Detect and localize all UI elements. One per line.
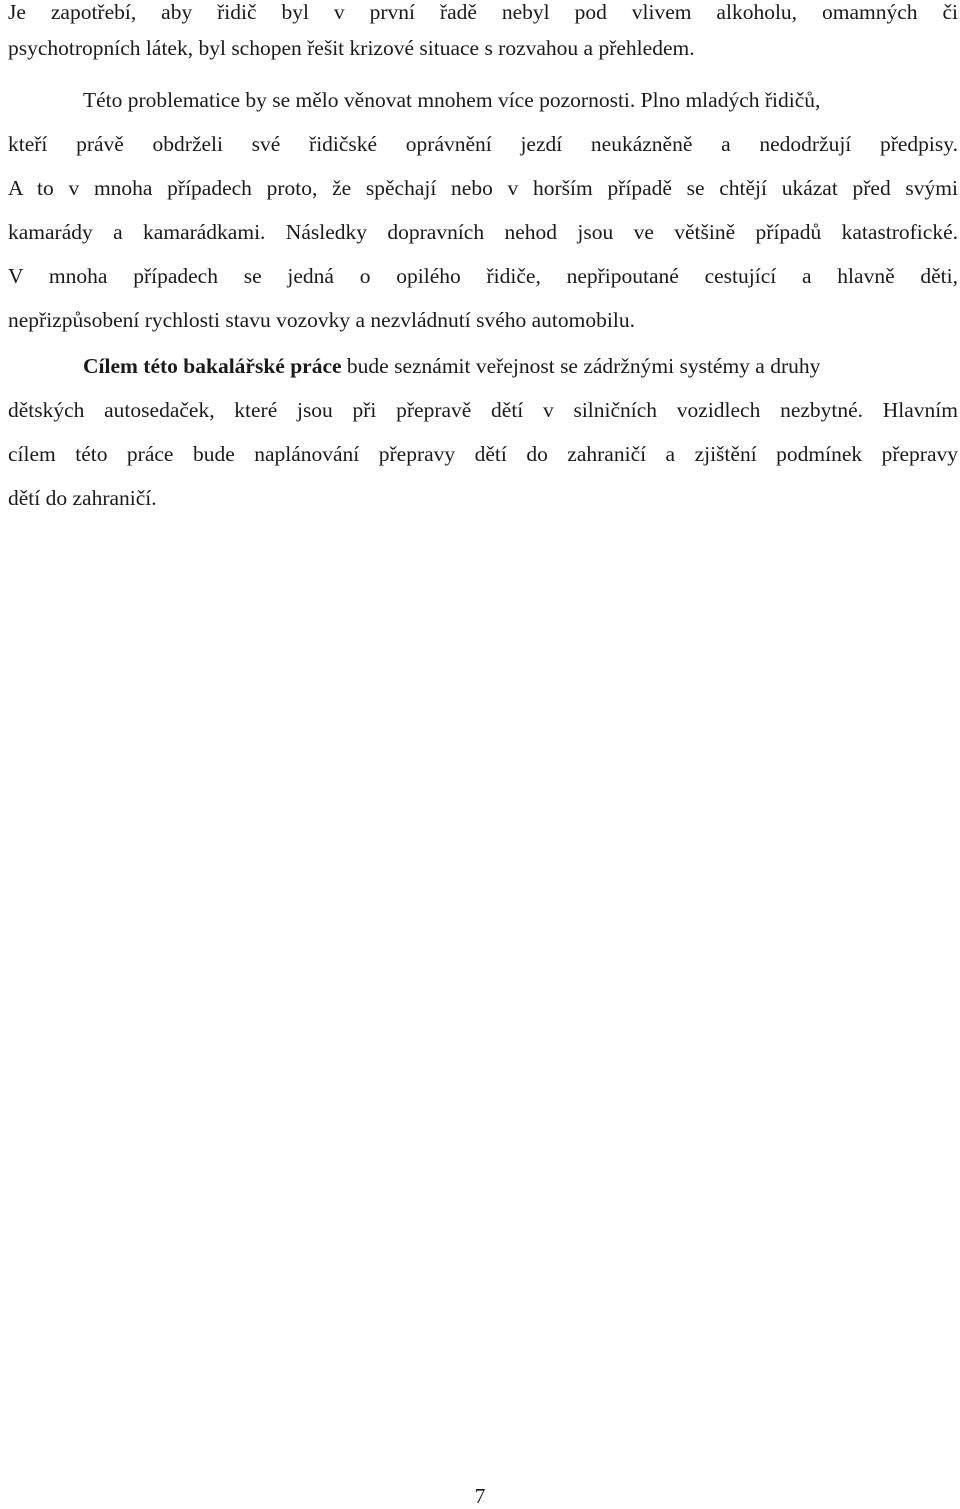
paragraph-2-line-6: nepřizpůsobení rychlosti stavu vozovky a nezvládnutí svého automobilu. — [8, 308, 635, 332]
paragraph-3-line-1 — [83, 354, 820, 378]
paragraph-2-line-5: V mnoha případech se jedná o opilého řidiče, nepřipoutané cestující a hlavně děti, — [8, 264, 958, 288]
paragraph-3-line-3: cílem této práce bude naplánování přepravy dětí do zahraničí a zjištění podmínek přepravy — [8, 442, 958, 466]
page-number: 7 — [474, 1484, 486, 1508]
thesis-aim-lead: Cílem této bakalářské práce — [83, 354, 342, 378]
paragraph-2-line-1: Této problematice by se mělo věnovat mnohem více pozornosti. Plno mladých řidičů, — [83, 88, 821, 112]
paragraph-2-line-2: kteří právě obdrželi své řidičské oprávnění jezdí neukázněně a nedodržují předpisy. — [8, 132, 958, 156]
paragraph-3-line-2: dětských autosedaček, které jsou při přepravě dětí v silničních vozidlech nezbytné. Hlavním — [8, 398, 958, 422]
paragraph-3-line-1-rest: bude seznámit veřejnost se zádržnými systémy a druhy — [341, 354, 821, 378]
paragraph-3-line-4: dětí do zahraničí. — [8, 486, 157, 510]
paragraph-2-line-3: A to v mnoha případech proto, že spěchají nebo v horším případě se chtějí ukázat před svými — [8, 176, 958, 200]
paragraph-1-line-2: psychotropních látek, byl schopen řešit krizové situace s rozvahou a přehledem. — [8, 36, 695, 60]
paragraph-2-line-4: kamarády a kamarádkami. Následky dopravních nehod jsou ve většině případů katastrofické. — [8, 220, 958, 244]
paragraph-1-line-1: Je zapotřebí, aby řidič byl v první řadě nebyl pod vlivem alkoholu, omamných či — [8, 0, 958, 24]
